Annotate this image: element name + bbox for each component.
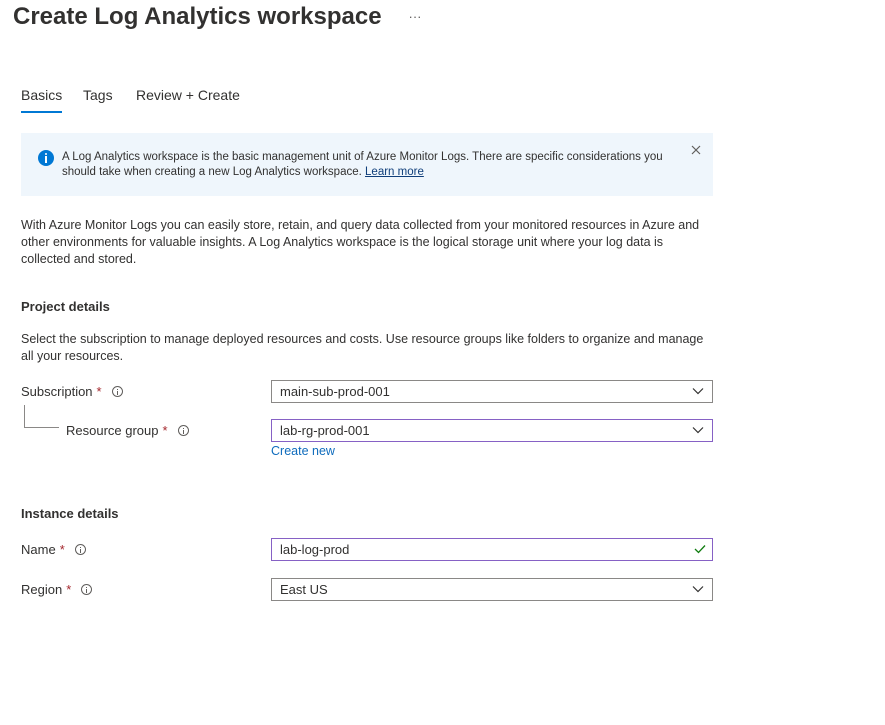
subscription-label: [21, 384, 123, 399]
subscription-label-text: Subscription: [21, 384, 93, 399]
name-label-text: Name: [21, 542, 56, 557]
tree-connector: [24, 405, 59, 428]
info-icon: [38, 150, 54, 166]
close-icon[interactable]: [689, 143, 703, 157]
tab-tags[interactable]: Tags: [83, 87, 113, 103]
info-circle-icon[interactable]: [112, 386, 123, 397]
learn-more-link[interactable]: Learn more: [365, 166, 424, 178]
info-banner: [21, 133, 713, 196]
page-title: Create Log Analytics workspace: [13, 3, 382, 30]
chevron-down-icon: [692, 386, 704, 396]
subscription-value: main-sub-prod-001: [280, 384, 390, 399]
required-marker: *: [162, 423, 168, 438]
info-circle-icon[interactable]: [81, 584, 92, 595]
required-marker: *: [66, 582, 72, 597]
info-banner-text: [62, 150, 672, 180]
info-circle-icon[interactable]: [75, 544, 86, 555]
chevron-down-icon: [692, 425, 704, 435]
region-label-text: Region: [21, 582, 63, 597]
resource-group-value: lab-rg-prod-001: [280, 423, 370, 438]
info-circle-icon[interactable]: [178, 425, 189, 436]
resource-group-label: [66, 423, 189, 438]
required-marker: *: [96, 384, 102, 399]
subscription-dropdown[interactable]: [271, 380, 713, 403]
page-description: With Azure Monitor Logs you can easily store, retain, and query data collected from your monitored resources in Azure and other environments for valuable insights. A Log Analytics workspace is the logical storage unit where your log data is collected and stored.: [21, 218, 700, 266]
project-details-heading: Project details: [21, 299, 110, 314]
region-value: East US: [280, 582, 328, 597]
required-marker: *: [59, 542, 65, 557]
region-dropdown[interactable]: [271, 578, 713, 601]
create-new-link[interactable]: Create new: [271, 444, 335, 458]
chevron-down-icon: [692, 584, 704, 594]
name-label: [21, 542, 86, 557]
region-label: [21, 582, 92, 597]
instance-details-heading: Instance details: [21, 506, 119, 521]
tab-review-create[interactable]: Review + Create: [136, 87, 240, 103]
resource-group-label-text: Resource group: [66, 423, 159, 438]
tab-basics[interactable]: Basics: [21, 87, 63, 103]
more-options-button[interactable]: ···: [408, 9, 422, 24]
name-value: lab-log-prod: [280, 542, 350, 557]
checkmark-icon: [694, 544, 706, 554]
info-banner-message: A Log Analytics workspace is the basic management unit of Azure Monitor Logs. There are specific considerations you should take when creating a new Log Analytics workspace.: [62, 151, 663, 178]
project-details-description: Select the subscription to manage deployed resources and costs. Use resource groups like folders to organize and manage all your resources.: [21, 332, 704, 363]
resource-group-dropdown[interactable]: [271, 419, 713, 442]
name-input[interactable]: [271, 538, 713, 561]
